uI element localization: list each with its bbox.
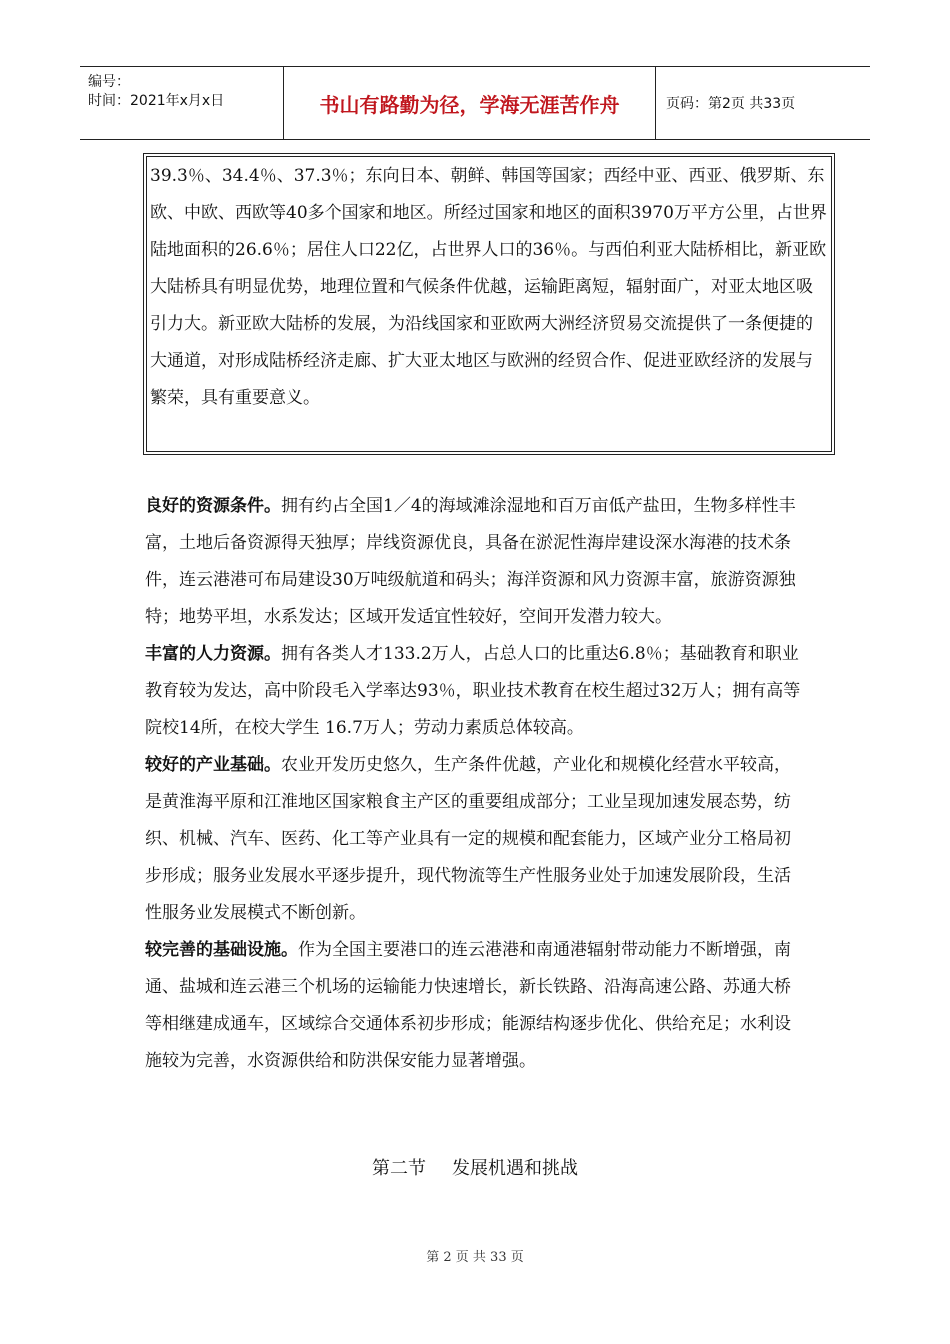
paragraph-text: 农业开发历史悠久，生产条件优越，产业化和规模化经营水平较高，是黄淮海平原和江淮地区国家粮食主产区的重要组成部分；工业呈现加速发展态势，纺织、机械、汽车、医药、化工等产业具有一定的规模和配套能力，区域产业分工格局初步形成；服务业发展水平逐步提升，现代物流等生产性服务业处于加速发展阶段，生活性服务业发展模式不断创新。: [145, 755, 791, 923]
paragraph-resources: [145, 488, 805, 636]
time-label: 时间：2021年x月x日: [88, 93, 225, 109]
page-header: [80, 66, 870, 140]
paragraph-lead: 较完善的基础设施。: [145, 940, 298, 960]
page-footer: 第 2 页 共 33 页: [426, 1250, 524, 1265]
section-heading: [0, 1154, 950, 1180]
paragraph-lead: 丰富的人力资源。: [145, 644, 281, 664]
boxed-paragraph: 39.3％、34.4％、37.3％；东向日本、朝鲜、韩国等国家；西经中亚、西亚、俄罗斯、东欧、中欧、西欧等40多个国家和地区。所经过国家和地区的面积3970万平方公里，占世界陆地面积的26.6％；居住人口22亿，占世界人口的36％。与西伯利亚大陆桥相比，新亚欧大陆桥具有明显优势，地理位置和气候条件优越，运输距离短，辐射面广，对亚太地区吸引力大。新亚欧大陆桥的发展，为沿线国家和亚欧两大洲经济贸易交流提供了一条便捷的大通道，对形成陆桥经济走廊、扩大亚太地区与欧洲的经贸合作、促进亚欧经济的发展与繁荣，具有重要意义。: [143, 153, 835, 455]
main-content: [145, 488, 805, 1080]
header-motto: 书山有路勤为径，学海无涯苦作舟: [284, 67, 656, 139]
paragraph-lead: 较好的产业基础。: [145, 755, 281, 775]
paragraph-text: 作为全国主要港口的连云港港和南通港辐射带动能力不断增强，南通、盐城和连云港三个机场的运输能力快速增长，新长铁路、沿海高速公路、苏通大桥等相继建成通车，区域综合交通体系初步形成；能源结构逐步优化、供给充足；水利设施较为完善，水资源供给和防洪保安能力显著增强。: [145, 940, 791, 1071]
paragraph-text: 拥有约占全国1／4的海域滩涂湿地和百万亩低产盐田，生物多样性丰富，土地后备资源得天独厚；岸线资源优良，具备在淤泥性海岸建设深水海港的技术条件，连云港港可布局建设30万吨级航道和码头；海洋资源和风力资源丰富，旅游资源独特；地势平坦，水系发达；区域开发适宜性较好，空间开发潜力较大。: [145, 496, 796, 627]
paragraph-text: 拥有各类人才133.2万人，占总人口的比重达6.8％；基础教育和职业教育较为发达，高中阶段毛入学率达93％，职业技术教育在校生超过32万人；拥有高等院校14所，在校大学生 16.7万人；劳动力素质总体较高。: [145, 644, 801, 738]
paragraph-infrastructure: [145, 932, 805, 1080]
paragraph-lead: 良好的资源条件。: [145, 496, 281, 516]
serial-label: 编号：: [88, 74, 130, 90]
paragraph-human-resources: [145, 636, 805, 747]
paragraph-industry: [145, 747, 805, 932]
header-meta: [80, 67, 284, 139]
section-number: 第二节: [372, 1158, 426, 1179]
section-title: 发展机遇和挑战: [452, 1158, 578, 1179]
header-page-info: 页码：第2页 共33页: [666, 96, 796, 112]
